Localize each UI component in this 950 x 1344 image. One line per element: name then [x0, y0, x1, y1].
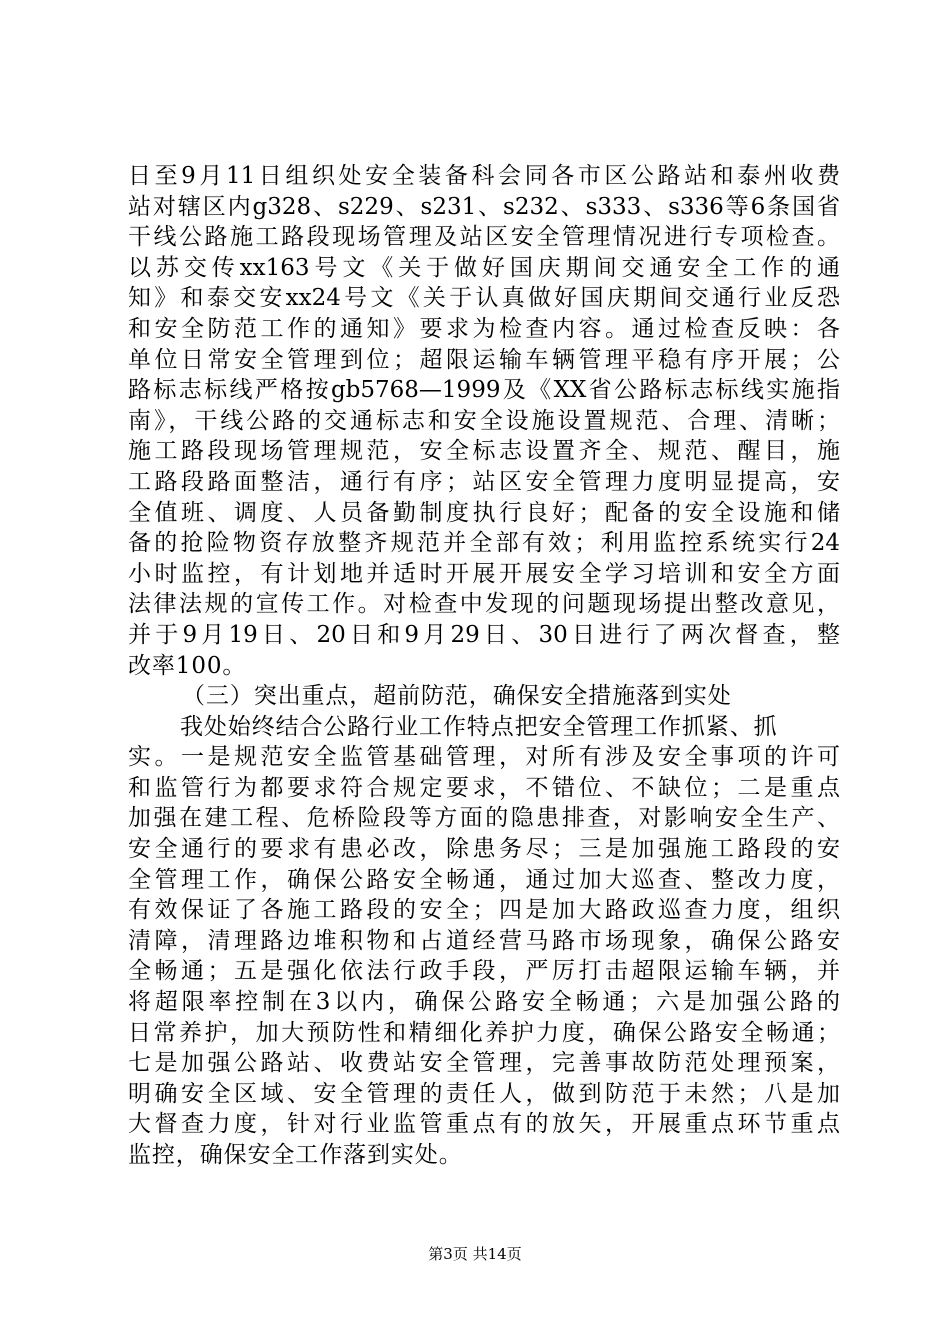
section-heading: （三）突出重点，超前防范，确保安全措施落到实处	[182, 683, 732, 710]
text-line: 工路段路面整洁，通行有序；站区安全管理力度明显提高，安	[128, 468, 840, 495]
text-line: 单位日常安全管理到位；超限运输车辆管理平稳有序开展；公	[128, 346, 840, 373]
text-line: 和安全防范工作的通知》要求为检查内容。通过检查反映：各	[128, 315, 840, 342]
text-line: 并于9月19日、20日和9月29日、30日进行了两次督查，整	[128, 621, 840, 648]
text-line: 法律法规的宣传工作。对检查中发现的问题现场提出整改意见，	[128, 591, 840, 618]
text-line: 大督查力度，针对行业监管重点有的放矢，开展重点环节重点	[128, 1111, 840, 1138]
text-line: 有效保证了各施工路段的安全；四是加大路政巡查力度，组织	[128, 897, 840, 924]
text-line: 全值班、调度、人员备勤制度执行良好；配备的安全设施和储	[128, 499, 840, 526]
text-line: 和监管行为都要求符合规定要求，不错位、不缺位；二是重点	[128, 774, 840, 801]
paragraph-first-line: 我处始终结合公路行业工作特点把安全管理工作抓紧、抓	[180, 713, 778, 740]
text-line: 全畅通；五是强化依法行政手段，严厉打击超限运输车辆，并	[128, 958, 840, 985]
text-line: 将超限率控制在3以内，确保公路安全畅通；六是加强公路的	[128, 989, 840, 1016]
text-line: 路标志标线严格按gb5768—1999及《XX省公路标志标线实施指	[128, 377, 840, 404]
text-line: 站对辖区内g328、s229、s231、s232、s333、s336等6条国省	[128, 193, 840, 220]
text-line: 明确安全区域、安全管理的责任人，做到防范于未然；八是加	[128, 1080, 840, 1107]
text-line: 监控，确保安全工作落到实处。	[128, 1142, 463, 1168]
text-line: 日常养护，加大预防性和精细化养护力度，确保公路安全畅通；	[128, 1019, 840, 1046]
page-number-footer: 第3页 共14页	[428, 1245, 522, 1263]
text-line: 安全通行的要求有患必改，除患务尽；三是加强施工路段的安	[128, 836, 840, 863]
text-line: 小时监控，有计划地并适时开展开展安全学习培训和安全方面	[128, 560, 840, 587]
text-line: 全管理工作，确保公路安全畅通，通过加大巡查、整改力度，	[128, 866, 840, 893]
text-line: 施工路段现场管理规范，安全标志设置齐全、规范、醒目，施	[128, 438, 840, 465]
text-line: 知》和泰交安xx24号文《关于认真做好国庆期间交通行业反恐	[128, 285, 840, 312]
text-line: 以苏交传xx163号文《关于做好国庆期间交通安全工作的通	[128, 254, 840, 281]
text-line: 南》，干线公路的交通标志和安全设施设置规范、合理、清晰；	[128, 407, 840, 434]
text-line: 加强在建工程、危桥险段等方面的隐患排查，对影响安全生产、	[128, 805, 840, 832]
text-line: 干线公路施工路段现场管理及站区安全管理情况进行专项检查。	[128, 224, 840, 251]
text-line: 实。一是规范安全监管基础管理，对所有涉及安全事项的许可	[128, 744, 840, 771]
document-body	[128, 161, 840, 1171]
text-line: 日至9月11日组织处安全装备科会同各市区公路站和泰州收费	[128, 163, 840, 189]
text-line: 备的抢险物资存放整齐规范并全部有效；利用监控系统实行24	[128, 530, 840, 557]
text-line: 改率100。	[128, 652, 247, 679]
text-line: 七是加强公路站、收费站安全管理，完善事故防范处理预案，	[128, 1050, 840, 1077]
text-line: 清障，清理路边堆积物和占道经营马路市场现象，确保公路安	[128, 927, 840, 954]
